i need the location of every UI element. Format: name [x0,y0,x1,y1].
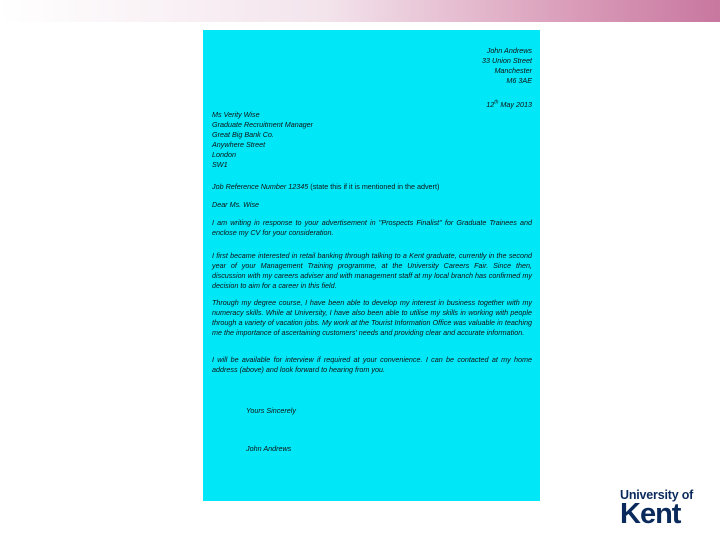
sender-city: Manchester [494,66,532,75]
letter-paragraph: Through my degree course, I have been able to develop my interest in business together with my numeracy skills. While at University, I have also been able to utilise my skills in working with people through a variety of vacation jobs. My work at the Tourist Information Office was valuable in teaching me the importance of ascertaining customers' needs and providing clear and accurate information. [212,298,532,337]
recipient-city: London [212,150,236,159]
salutation: Dear Ms. Wise [212,200,260,209]
job-reference-note: (state this if it is mentioned in the advert) [310,182,440,191]
date-day: 12 [486,100,495,109]
cover-letter [203,30,540,501]
job-reference-number: Job Reference Number 12345 [212,182,311,191]
date-suffix: th [494,99,499,106]
sender-postcode: M6 3AE [506,76,532,85]
letter-paragraph: I will be available for interview if required at your convenience. I can be contacted at my home address (above) and look forward to hearing from you. [212,355,532,374]
recipient-street: Anywhere Street [212,140,266,149]
job-reference [212,182,439,192]
logo-line-university-of: University of [620,488,694,502]
recipient-title: Graduate Recruitment Manager [212,120,314,129]
closing: Yours Sincerely [246,406,296,415]
letter-date [486,100,532,110]
recipient-name: Ms Verity Wise [212,110,260,119]
letter-paragraph: I first became interested in retail banking through talking to a Kent graduate, currently in the second year of your Management Training programme, at the University Careers Fair. Since then, discussion with my careers adviser and with management staff at my local branch has confirmed my decision to aim for a career in this field. [212,251,532,290]
logo-line-kent: Kent [620,498,681,530]
recipient-address [212,110,313,170]
recipient-company: Great Big Bank Co. [212,130,274,139]
header-gradient-band [0,0,720,22]
signature: John Andrews [246,444,292,453]
sender-street: 33 Union Street [482,56,532,65]
sender-name: John Andrews [486,46,532,55]
sender-address [482,46,532,86]
date-month-year: May 2013 [498,100,532,109]
university-of-kent-logo [618,488,698,532]
letter-paragraph: I am writing in response to your advertisement in "Prospects Finalist" for Graduate Trainees and enclose my CV for your consideration. [212,218,532,237]
recipient-postcode: SW1 [212,160,228,169]
